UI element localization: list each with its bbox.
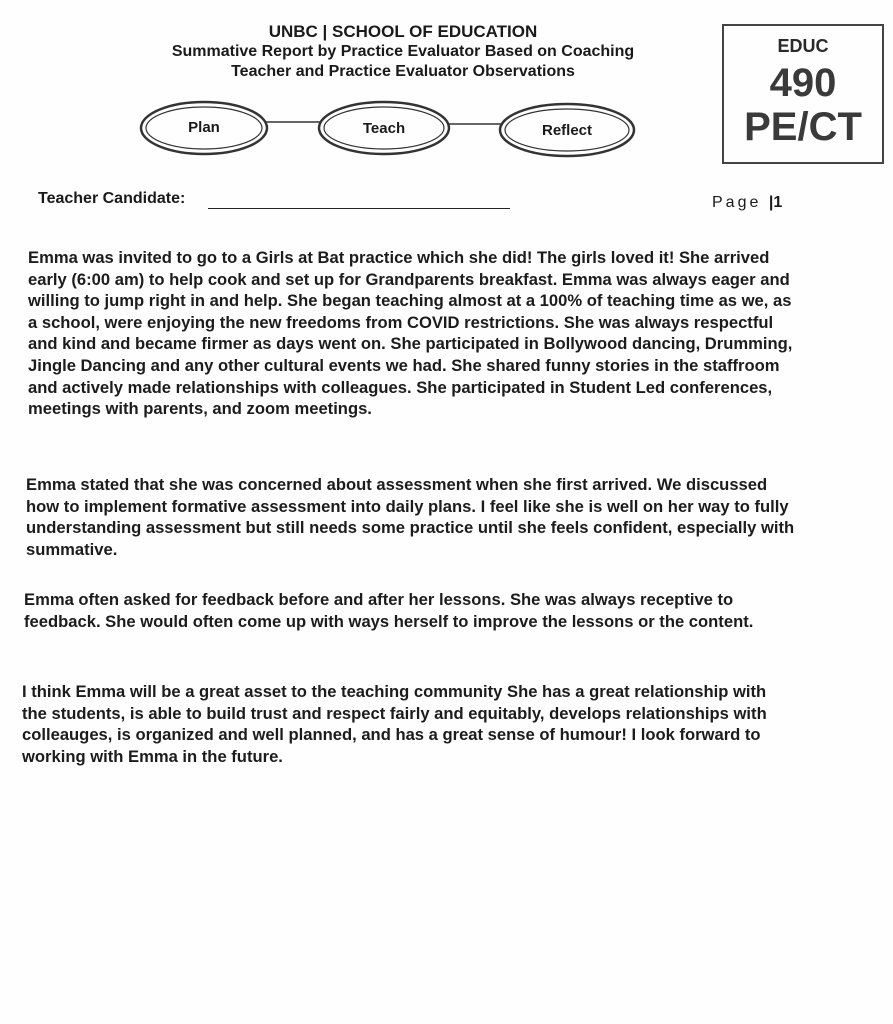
course-number: 490 [769, 61, 837, 105]
report-subtitle-line1: Summative Report by Practice Evaluator Based on Coaching [171, 43, 635, 60]
report-paragraph: Emma often asked for feedback before and after her lessons. She was always receptive to feedback. She would often come up with ways herself to improve the lessons or the content. [24, 590, 754, 631]
page-indicator [712, 194, 782, 212]
reflect-label: Reflect [541, 122, 593, 139]
teach-label: Teach [362, 120, 406, 137]
report-header [118, 22, 688, 82]
report-paragraph: Emma stated that she was concerned about assessment when she first arrived. We discussed how to implement formative assessment into daily plans. I feel like she is well on her way to fully understanding assessment but still needs some practice until she feels confident, especially with summative. [26, 475, 795, 559]
page-word: Page [712, 194, 762, 211]
school-title: UNBC | SCHOOL OF EDUCATION [268, 22, 538, 41]
teacher-candidate-blank [208, 208, 510, 209]
page-separator: | [768, 194, 774, 211]
report-paragraph: Emma was invited to go to a Girls at Bat practice which she did! The girls loved it! She arrived early (6:00 am) to help cook and set up for Grandparents breakfast. Emma was always eager and willing to jump right in and help. She began teaching almost at a 100% of teaching time as we, as a school, were enjoying the new freedoms from COVID restrictions. She was always respectful and kind and became firmer as days went on. She participated in Bollywood dancing, Drumming, Jingle Dancing and any other cultural events we had. She shared funny stories in the staffroom and actively made relationships with colleagues. She participated in Student Led conferences, meetings with parents, and zoom meetings. [28, 248, 793, 419]
plan-label: Plan [188, 119, 220, 136]
course-code: EDUC [777, 36, 829, 56]
report-paragraph: I think Emma will be a great asset to the teaching community She has a great relationship with the students, is able to build trust and respect fairly and equitably, develops relationships with colleauges, is organized and well planned, and has a great sense of humour! I look forward to working with Emma in the future. [22, 682, 767, 766]
course-type: PE/CT [744, 105, 862, 149]
plan-teach-reflect-cycle [130, 100, 640, 164]
course-code-box [722, 24, 884, 164]
page-number: 1 [773, 194, 783, 211]
report-subtitle-line2: Teacher and Practice Evaluator Observations [231, 63, 575, 80]
teacher-candidate-label: Teacher Candidate: [38, 190, 186, 207]
